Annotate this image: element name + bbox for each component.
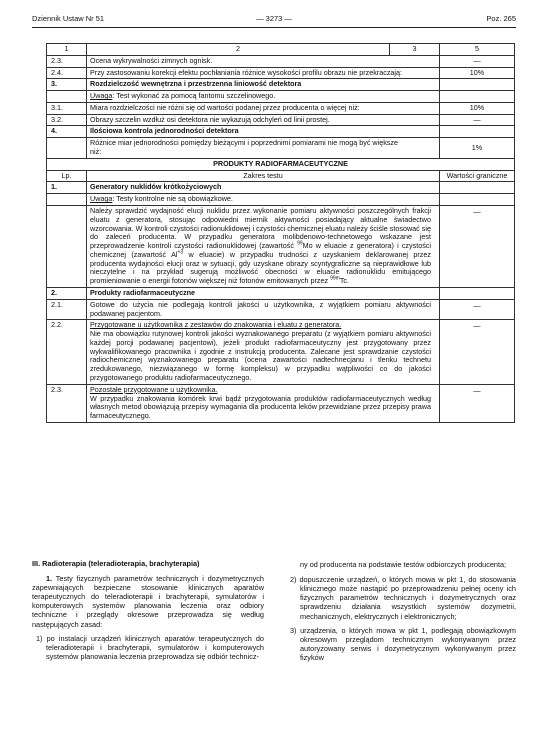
page-number: — 3273 —	[256, 14, 292, 23]
row-heading: Pozostałe przygotowane u użytkownika.	[90, 384, 218, 394]
row-value: —	[440, 384, 515, 422]
note-row	[47, 91, 515, 103]
row-lp: 3.1.	[47, 102, 87, 114]
col-num-5: 5	[440, 44, 515, 56]
section-lp: 4.	[47, 126, 87, 138]
row-text: Przy zastosowaniu korekcji efektu pochłaniania różnice wysokości profilu obrazu nie przekraczają:	[87, 67, 440, 79]
row-lp: 2.1.	[47, 299, 87, 320]
section-lp: 1.	[47, 182, 87, 194]
table-row	[47, 102, 515, 114]
note-label: Uwaga	[90, 91, 113, 101]
note-row	[47, 194, 515, 206]
journal-title: Dziennik Ustaw Nr 51	[32, 14, 105, 23]
row-text: Obrazy szczelin wzdłuż osi detektora nie wykazują odchyleń od linii prostej.	[87, 114, 440, 126]
row-lp: 2.3.	[47, 55, 87, 67]
note-text	[87, 194, 440, 206]
row-text	[87, 384, 440, 422]
section-title: Ilościowa kontrola jednorodności detektora	[87, 126, 440, 138]
note-label: Uwaga	[90, 194, 113, 204]
section-title: Generatory nuklidów krótkożyciowych	[87, 182, 440, 194]
row-value: —	[440, 320, 515, 384]
paragraph-1	[32, 574, 264, 629]
row-value: —	[440, 205, 515, 287]
table-row	[47, 205, 515, 287]
paragraph-number: 1.	[46, 574, 53, 583]
col-num-3: 3	[390, 44, 440, 56]
quality-test-table	[46, 43, 515, 423]
section-lp: 2.	[47, 287, 87, 299]
row-body: Nie ma obowiązku rutynowej kontroli jakości wyznakowanego preparatu (z wyjątkiem pomiaru aktywności każdej porcji podawanej pacjentowi), jeżeli produkt radiofarmaceutyczny jest przygotowany przez wykwalifikowanego pracownika i zgodnie z instrukcją producenta. Zalecane jest sprawdzanie czystości radiochemicznej wyznakowanego preparatu (ocena zawartości nadtechnecjanu i tlenku technetu zredukowanego, niezwiązanego w formę kompleksu) w przypadku wątpliwości co do jakości przygotowanego produktu radiofarmaceutycznego.	[90, 329, 431, 382]
products-title: PRODUKTY RADIOFARMACEUTYCZNE	[47, 158, 515, 170]
section-lp: 3.	[47, 79, 87, 91]
note-body: : Test wykonać za pomocą fantomu szczelinowego.	[112, 91, 276, 101]
row-lp: 2.4.	[47, 67, 87, 79]
row-value: 10%	[440, 102, 515, 114]
subhead-scope: Zakres testu	[87, 170, 440, 182]
col-num-2: 2	[87, 44, 390, 56]
gen-sup-1: 99	[297, 240, 303, 247]
row-body: W przypadku znakowania komórek krwi bądź przygotowania produktów radiofarmaceutycznych według własnych metod obowiązują przepisy wymagania dla producenta leków przewidziane przez przepisy prawa farmaceutycznego.	[90, 393, 431, 421]
section-title: Rozdzielczość wewnętrzna i przestrzenna liniowość detektora	[87, 79, 440, 91]
section-row	[47, 79, 515, 91]
list-item: 1) po instalacji urządzeń klinicznych aparatów terapeutycznych do teleradioterapii i brachyterapii, symulatorów i komputerowych systemów planowania leczenia przeprowadza się odbiór technicz-	[36, 633, 264, 661]
col-num-1: 1	[47, 44, 87, 56]
table-row	[47, 138, 515, 159]
gen-text-a: Należy sprawdzić wydajność elucji nuklidu przez wykonanie pomiaru aktywności poszczególnych frakcji eluatu z generatora, stosując odpowiedni miernik aktywności posiadający aktualne świadectwo wzorcowania. W kontroli czystości radionuklidowej i czystości chemicznej eluatu należy ściśle stosować się do zaleceń producenta. W przypadku generatora molibdenowo-technetowego wskazane jest przeprowadzenie kontroli czystości radionuklidowej (zawartość	[90, 205, 431, 251]
section-row	[47, 126, 515, 138]
table-row	[47, 384, 515, 422]
radiotherapy-section	[32, 559, 516, 662]
row-text: Różnice miar jednorodności pomiędzy bieżącymi i poprzednimi pomiarami nie mogą być większe niż:	[87, 138, 440, 159]
row-value: 10%	[440, 67, 515, 79]
row-value: 1%	[440, 138, 515, 159]
paragraph-text: Testy fizycznych parametrów technicznych i dozymetrycznych zapewniających bezpieczne stosowanie klinicznych aparatów terapeutycznych do teleradioterapii i brachyterapii, symulatorów i komputerowych systemów planowania leczenia oraz odbiory techniczne i przeglądy okresowe przeprowadza się według następujących zasad:	[32, 574, 264, 629]
section-row	[47, 182, 515, 194]
gen-text-d: Tc.	[339, 276, 350, 286]
table-row	[47, 299, 515, 320]
table-row	[47, 320, 515, 384]
products-header-row	[47, 158, 515, 170]
header-rule	[32, 27, 516, 28]
section-heading: III. Radioterapia (teleradioterapia, brachyterapia)	[32, 559, 200, 568]
row-text: Miara rozdzielczości nie różni się od wartości podanej przez producenta o więcej niż:	[87, 102, 440, 114]
gen-sup-2: +3	[177, 249, 184, 256]
row-text: Gotowe do użycia nie podlegają kontroli jakości u użytkownika, z wyjątkiem pomiaru aktywności podawanej pacjentom.	[87, 299, 440, 320]
row-heading: Przygotowane u użytkownika z zestawów do znakowania i eluatu z generatora.	[90, 320, 342, 330]
gen-text-c: w eluacie) w przypadku trudności z uzyskaniem deklarowanej przez producenta wydajności elucji oraz w sytuacji, gdy uzyskane obrazy scyntygraficzne są nieprawidłowe lub nieczytelne i na przykład sugerują możliwość obecności w eluacie radionuklidu emitującego promieniowanie o energii fotonów większej niż fotonów emitowanych przez	[90, 249, 431, 286]
row-text	[87, 320, 440, 384]
gen-text-b: Mo w eluacie z generatora) i czystości chemicznej (zawartość Al	[90, 241, 431, 259]
right-column	[286, 560, 516, 667]
subhead-lp: Lp.	[47, 170, 87, 182]
left-column	[32, 574, 264, 666]
row-lp: 2.3.	[47, 384, 87, 422]
table-row	[47, 55, 515, 67]
row-value: —	[440, 114, 515, 126]
subhead-limits: Wartości graniczne	[440, 170, 515, 182]
row-lp: 2.2.	[47, 320, 87, 384]
position-number: Poz. 265	[486, 14, 516, 23]
page-header	[32, 14, 516, 26]
table-row	[47, 67, 515, 79]
section-title: Produkty radiofarmaceutyczne	[87, 287, 440, 299]
column-number-row	[47, 44, 515, 56]
list-item-continuation: ny od producenta na podstawie testów odbiorczych producenta;	[300, 560, 507, 569]
list-item: 2) dopuszczenie urządzeń, o których mowa w pkt 1, do stosowania klinicznego może nastąpić po przeprowadzeniu pełnej oceny ich fizycznych parametrów technicznych i dozymetrycznych oraz sprawdzeniu działania wszystkich systemów dozymetrii, mechanicznych, elektrycznych i elektronicznych;	[290, 575, 516, 621]
row-value: —	[440, 55, 515, 67]
section-row	[47, 287, 515, 299]
generator-text	[87, 205, 440, 287]
table-row	[47, 114, 515, 126]
gen-sup-3: 99m	[330, 275, 340, 282]
row-value: —	[440, 299, 515, 320]
note-text	[87, 91, 440, 103]
row-text: Ocena wykrywalności zimnych ognisk.	[87, 55, 440, 67]
subheader-row	[47, 170, 515, 182]
list-item: 3) urządzenia, o których mowa w pkt 1, podlegają obowiązkowym okresowym przeglądom technicznym wykonywanym przez autoryzowany serwis i dozymetrycznym wykonywanym przez fizyków	[290, 625, 516, 662]
note-body: : Testy kontrolne nie są obowiązkowe.	[112, 194, 233, 204]
row-lp: 3.2.	[47, 114, 87, 126]
